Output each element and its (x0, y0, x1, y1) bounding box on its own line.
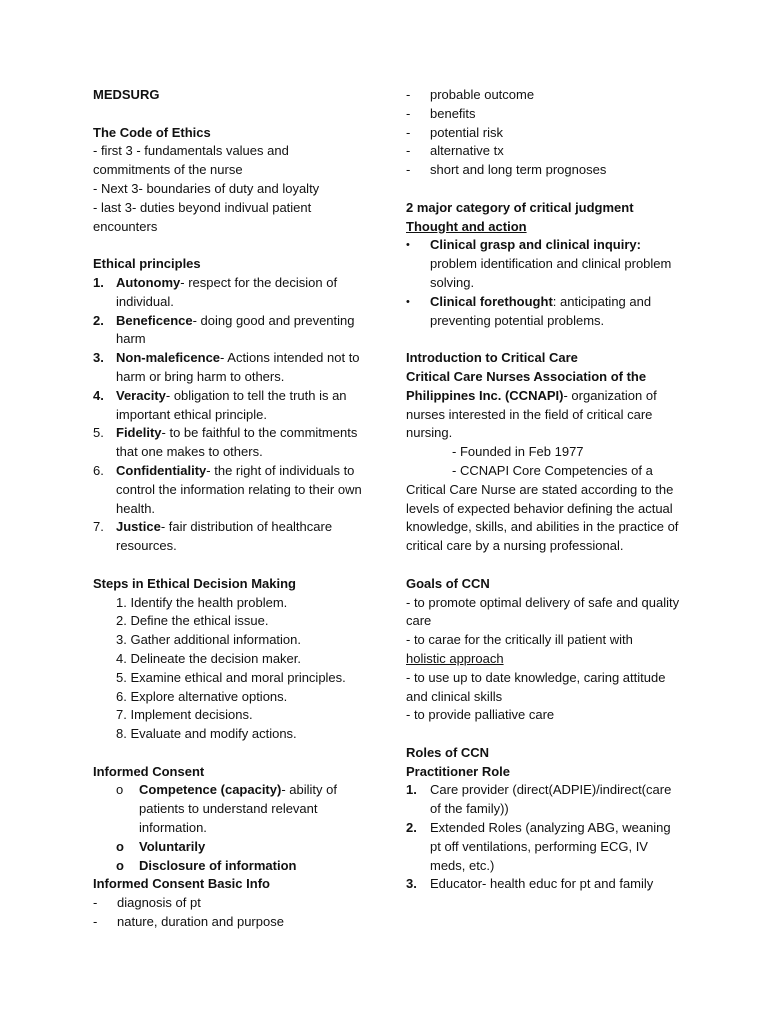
ccnapi-name: Critical Care Nurses Association of the Philippines Inc. (CCNAPI) (406, 368, 647, 403)
principle-number: 6. (93, 462, 104, 478)
consent-term: Disclosure of information (139, 857, 297, 873)
role-text: Educator- health educ for pt and family (430, 876, 654, 892)
circle-bullet-icon: o (116, 838, 124, 854)
ccnapi-paragraph (406, 368, 681, 443)
role-text: Care provider (direct(ADPIE)/indirect(care of the family)) (430, 782, 672, 817)
goals-heading: Goals of CCN (406, 575, 490, 591)
competencies-paragraph: - CCNAPI Core Competencies of a Critical Care Nurse are stated according to the levels of expected behavior defining the actual knowledge, skills, and abilities in the practice of critical care by a nursing professional. (406, 462, 679, 554)
founded-line: - Founded in Feb 1977 (452, 444, 584, 460)
consent-detail-text: alternative tx (430, 143, 504, 159)
dash-marker: - (406, 105, 411, 121)
principle-desc: - fair distribution of healthcare resources. (116, 519, 333, 554)
bullet-icon: • (406, 239, 410, 252)
principle-item (93, 424, 365, 462)
goal-line: - to carae for the critically ill patient with (406, 632, 633, 648)
informed-consent-heading: Informed Consent (93, 763, 205, 779)
dash-marker: - (406, 162, 411, 178)
consent-detail-item (406, 142, 681, 161)
principle-number: 2. (93, 312, 104, 328)
principle-number: 1. (93, 274, 104, 290)
step-item: 2. Define the ethical issue. (116, 613, 269, 629)
document-title: MEDSURG (93, 87, 160, 102)
practitioner-role-subheading: Practitioner Role (406, 763, 511, 779)
principle-item (93, 274, 365, 312)
role-item (406, 875, 681, 894)
principle-term: Beneficence (116, 312, 193, 328)
step-item: 1. Identify the health problem. (116, 594, 288, 610)
goal-line: - to use up to date knowledge, caring attitude and clinical skills (406, 669, 666, 704)
principle-number: 7. (93, 519, 104, 535)
judgment-term: Clinical forethought (430, 293, 553, 309)
role-number: 2. (406, 820, 417, 836)
left-column (93, 86, 365, 932)
steps-heading: Steps in Ethical Decision Making (93, 575, 296, 591)
circle-bullet-icon: o (116, 857, 124, 873)
step-item: 5. Examine ethical and moral principles. (116, 669, 346, 685)
consent-term: Voluntarily (139, 838, 206, 854)
consent-detail-item (406, 105, 681, 124)
role-text: Extended Roles (analyzing ABG, weaning pt off ventilations, performing ECG, IV meds, etc.) (430, 820, 671, 873)
right-column (406, 86, 681, 894)
ethical-principles-heading: Ethical principles (93, 256, 201, 272)
role-item (406, 819, 681, 875)
step-item: 3. Gather additional information. (116, 632, 301, 648)
dash-marker: - (93, 895, 98, 911)
consent-detail-text: probable outcome (430, 87, 535, 102)
principle-desc: - obligation to tell the truth is an important ethical principle. (116, 387, 347, 422)
thought-action-subheading: Thought and action (406, 218, 527, 234)
judgment-item (406, 236, 681, 292)
consent-basic-item (93, 913, 365, 932)
intro-critical-care-heading: Introduction to Critical Care (406, 350, 578, 366)
principle-item (93, 462, 365, 518)
principle-term: Non-maleficence (116, 350, 221, 366)
judgment-desc: : anticipating and preventing potential problems. (430, 293, 652, 328)
consent-detail-text: potential risk (430, 124, 503, 140)
consent-detail-item (406, 86, 681, 105)
principle-term: Fidelity (116, 425, 162, 441)
principle-term: Confidentiality (116, 462, 207, 478)
principle-item (93, 518, 365, 556)
goal-holistic-approach: holistic approach (406, 650, 504, 666)
principle-item (93, 387, 365, 425)
dash-marker: - (406, 124, 411, 140)
consent-basic-heading: Informed Consent Basic Info (93, 876, 270, 892)
code-line-2: - Next 3- boundaries of duty and loyalty (93, 180, 320, 196)
consent-item (93, 838, 365, 857)
principle-number: 4. (93, 387, 104, 403)
step-item: 4. Delineate the decision maker. (116, 650, 301, 666)
role-number: 1. (406, 782, 417, 798)
principle-desc: - to be faithful to the commitments that one makes to others. (116, 425, 358, 460)
goal-line: - to provide palliative care (406, 707, 555, 723)
code-line-1: - first 3 - fundamentals values and commitments of the nurse (93, 143, 289, 178)
principle-item (93, 312, 365, 350)
consent-basic-text: nature, duration and purpose (117, 914, 284, 930)
consent-desc: - ability of patients to understand relevant information. (139, 782, 337, 836)
consent-basic-text: diagnosis of pt (117, 895, 201, 911)
principle-desc: - the right of individuals to control the information relating to their own health. (116, 462, 362, 516)
step-item: 8. Evaluate and modify actions. (116, 726, 297, 742)
dash-marker: - (93, 914, 98, 930)
bullet-icon: • (406, 295, 410, 308)
judgment-item (406, 293, 681, 331)
dash-marker: - (406, 143, 411, 159)
consent-item (93, 857, 365, 876)
circle-bullet-icon: o (116, 782, 124, 798)
consent-detail-item (406, 124, 681, 143)
consent-item (93, 781, 365, 837)
code-of-ethics-heading: The Code of Ethics (93, 124, 211, 140)
principle-desc: - doing good and preventing harm (116, 312, 355, 347)
role-number: 3. (406, 876, 417, 892)
role-item (406, 781, 681, 819)
roles-heading: Roles of CCN (406, 744, 490, 760)
consent-term: Competence (capacity) (139, 782, 282, 798)
principle-term: Veracity (116, 387, 166, 403)
step-item: 6. Explore alternative options. (116, 688, 288, 704)
code-line-3: - last 3- duties beyond indivual patient encounters (93, 199, 312, 234)
judgment-desc: problem identification and clinical problem solving. (430, 256, 672, 290)
principle-item (93, 349, 365, 387)
ccnapi-desc: - organization of nurses interested in the field of critical care nursing. (406, 387, 657, 441)
principle-number: 5. (93, 425, 104, 441)
consent-basic-item (93, 894, 365, 913)
principle-desc: - respect for the decision of individual. (116, 274, 338, 309)
goal-line: - to promote optimal delivery of safe and quality care (406, 594, 680, 629)
critical-judgment-heading: 2 major category of critical judgment (406, 199, 634, 215)
principle-term: Autonomy (116, 274, 181, 290)
judgment-term: Clinical grasp and clinical inquiry: (430, 237, 641, 253)
dash-marker: - (406, 87, 411, 102)
step-item: 7. Implement decisions. (116, 707, 253, 723)
consent-detail-text: short and long term prognoses (430, 162, 607, 178)
consent-detail-text: benefits (430, 105, 476, 121)
principle-desc: - Actions intended not to harm or bring harm to others. (116, 350, 360, 384)
principle-term: Justice (116, 519, 161, 535)
consent-detail-item (406, 161, 681, 180)
principle-number: 3. (93, 350, 104, 366)
